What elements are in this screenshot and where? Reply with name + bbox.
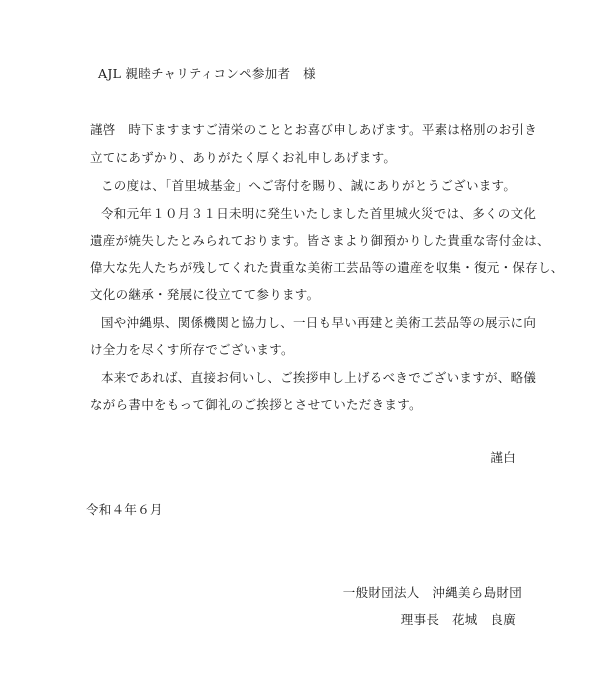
paragraph-3-line-1: 令和元年１０月３１日未明に発生いたしました首里城火災では、多くの文化 <box>101 206 537 221</box>
paragraph-5-line-1: 本来であれば、直接お伺いし、ご挨拶申し上げるべきでございますが、略儀 <box>101 370 537 385</box>
sender-organization: 一般財団法人 沖縄美ら島財団 <box>342 585 522 600</box>
paragraph-3-line-3: 偉大な先人たちが残してくれた貴重な美術工芸品等の遺産を収集・復元・保存し、 <box>90 260 564 275</box>
paragraph-2-line-1: この度は、「首里城基金」へご寄付を賜り、誠にありがとうございます。 <box>101 178 517 193</box>
sender-representative: 理事長 花城 良廣 <box>400 612 516 627</box>
paragraph-3-line-2: 遺産が焼失したとみられております。皆さまより御預かりした貴重な寄付金は、 <box>90 233 550 248</box>
paragraph-4-line-1: 国や沖縄県、関係機関と協力し、一日も早い再建と美術工芸品等の展示に向 <box>101 315 537 330</box>
paragraph-5-line-2: ながら書中をもって御礼のご挨拶とさせていただきます。 <box>90 397 422 412</box>
paragraph-4-line-2: け全力を尽くす所存でございます。 <box>90 342 294 357</box>
paragraph-3-line-4: 文化の継承・発展に役立てて参ります。 <box>90 287 320 302</box>
paragraph-1-line-2: 立てにあずかり、ありがたく厚くお礼申しあげます。 <box>90 150 397 165</box>
closing-word: 謹白 <box>490 450 516 465</box>
paragraph-1-line-1: 謹啓 時下ますますご清栄のこととお喜び申しあげます。平素は格別のお引き <box>90 122 538 137</box>
letter-date: 令和４年６月 <box>86 502 163 517</box>
addressee: AJL 親睦チャリティコンペ参加者 様 <box>98 66 316 81</box>
